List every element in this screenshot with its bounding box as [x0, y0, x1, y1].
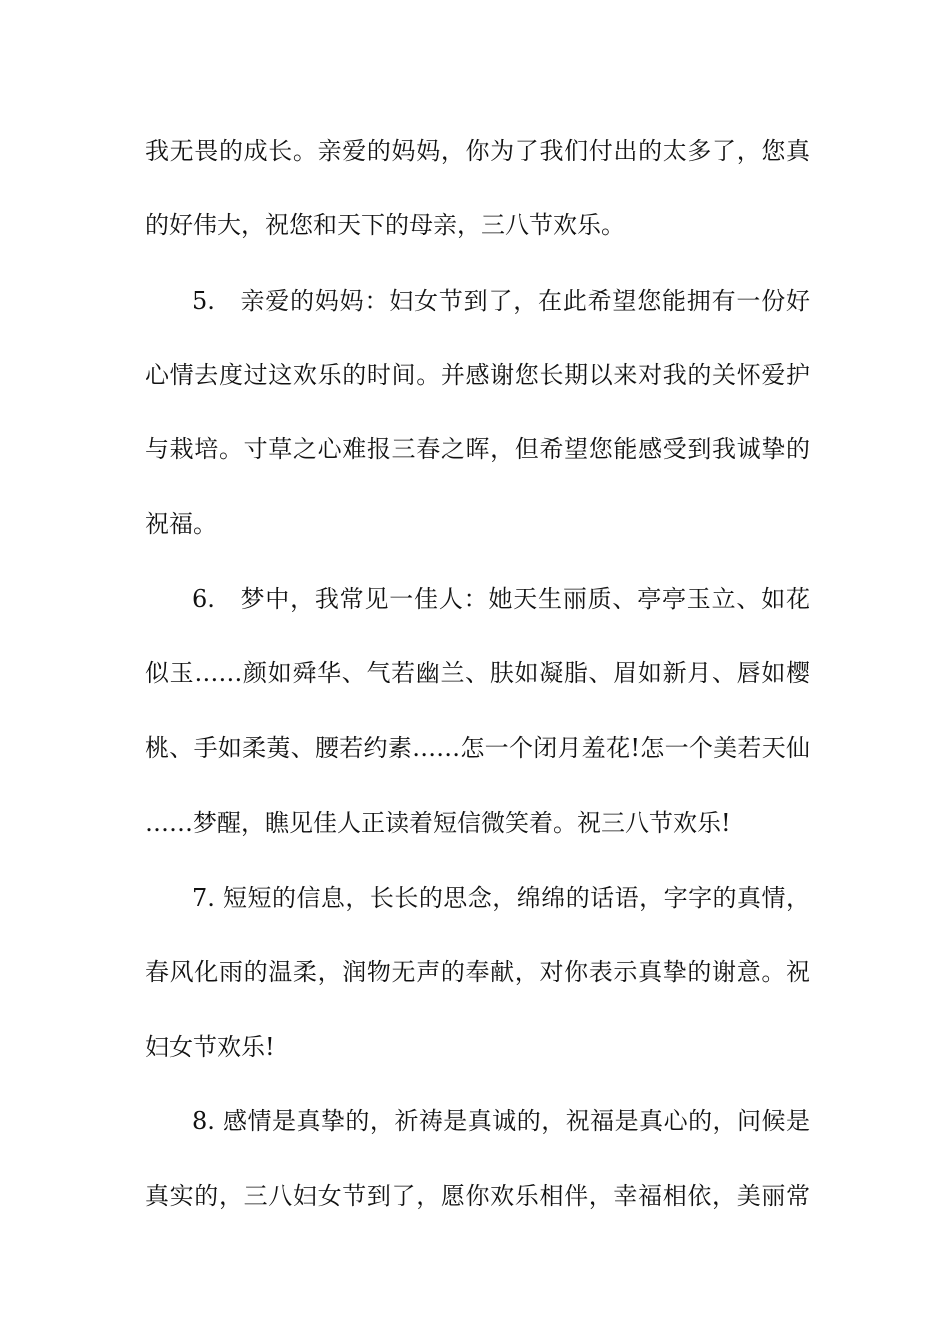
paragraph-line-3: 5. 亲爱的妈妈：妇女节到了，在此希望您能拥有一份好: [192, 287, 810, 315]
paragraph-line-5: 与栽培。寸草之心难报三春之晖，但希望您能感受到我诚挚的: [145, 435, 810, 463]
paragraph-line-2: 的好伟大，祝您和天下的母亲，三八节欢乐。: [145, 211, 625, 239]
paragraph-line-12: 春风化雨的温柔，润物无声的奉献，对你表示真挚的谢意。祝: [145, 958, 810, 986]
paragraph-line-6: 祝福。: [145, 510, 217, 538]
paragraph-line-8: 似玉……颜如舜华、气若幽兰、肤如凝脂、眉如新月、唇如樱: [145, 659, 810, 687]
paragraph-line-15: 真实的，三八妇女节到了，愿你欢乐相伴，幸福相依，美丽常: [145, 1182, 810, 1210]
paragraph-line-9: 桃、手如柔荑、腰若约素……怎一个闭月羞花!怎一个美若天仙: [145, 734, 810, 762]
paragraph-line-10: ……梦醒，瞧见佳人正读着短信微笑着。祝三八节欢乐!: [145, 809, 731, 837]
paragraph-line-14: 8. 感情是真挚的，祈祷是真诚的，祝福是真心的，问候是: [192, 1107, 810, 1135]
paragraph-line-7: 6. 梦中，我常见一佳人：她天生丽质、亭亭玉立、如花: [192, 585, 810, 613]
paragraph-line-13: 妇女节欢乐!: [145, 1033, 275, 1061]
paragraph-line-11: 7. 短短的信息，长长的思念，绵绵的话语，字字的真情，: [192, 884, 810, 912]
paragraph-line-4: 心情去度过这欢乐的时间。并感谢您长期以来对我的关怀爱护: [145, 361, 810, 389]
paragraph-line-1: 我无畏的成长。亲爱的妈妈，你为了我们付出的太多了，您真: [145, 137, 810, 165]
